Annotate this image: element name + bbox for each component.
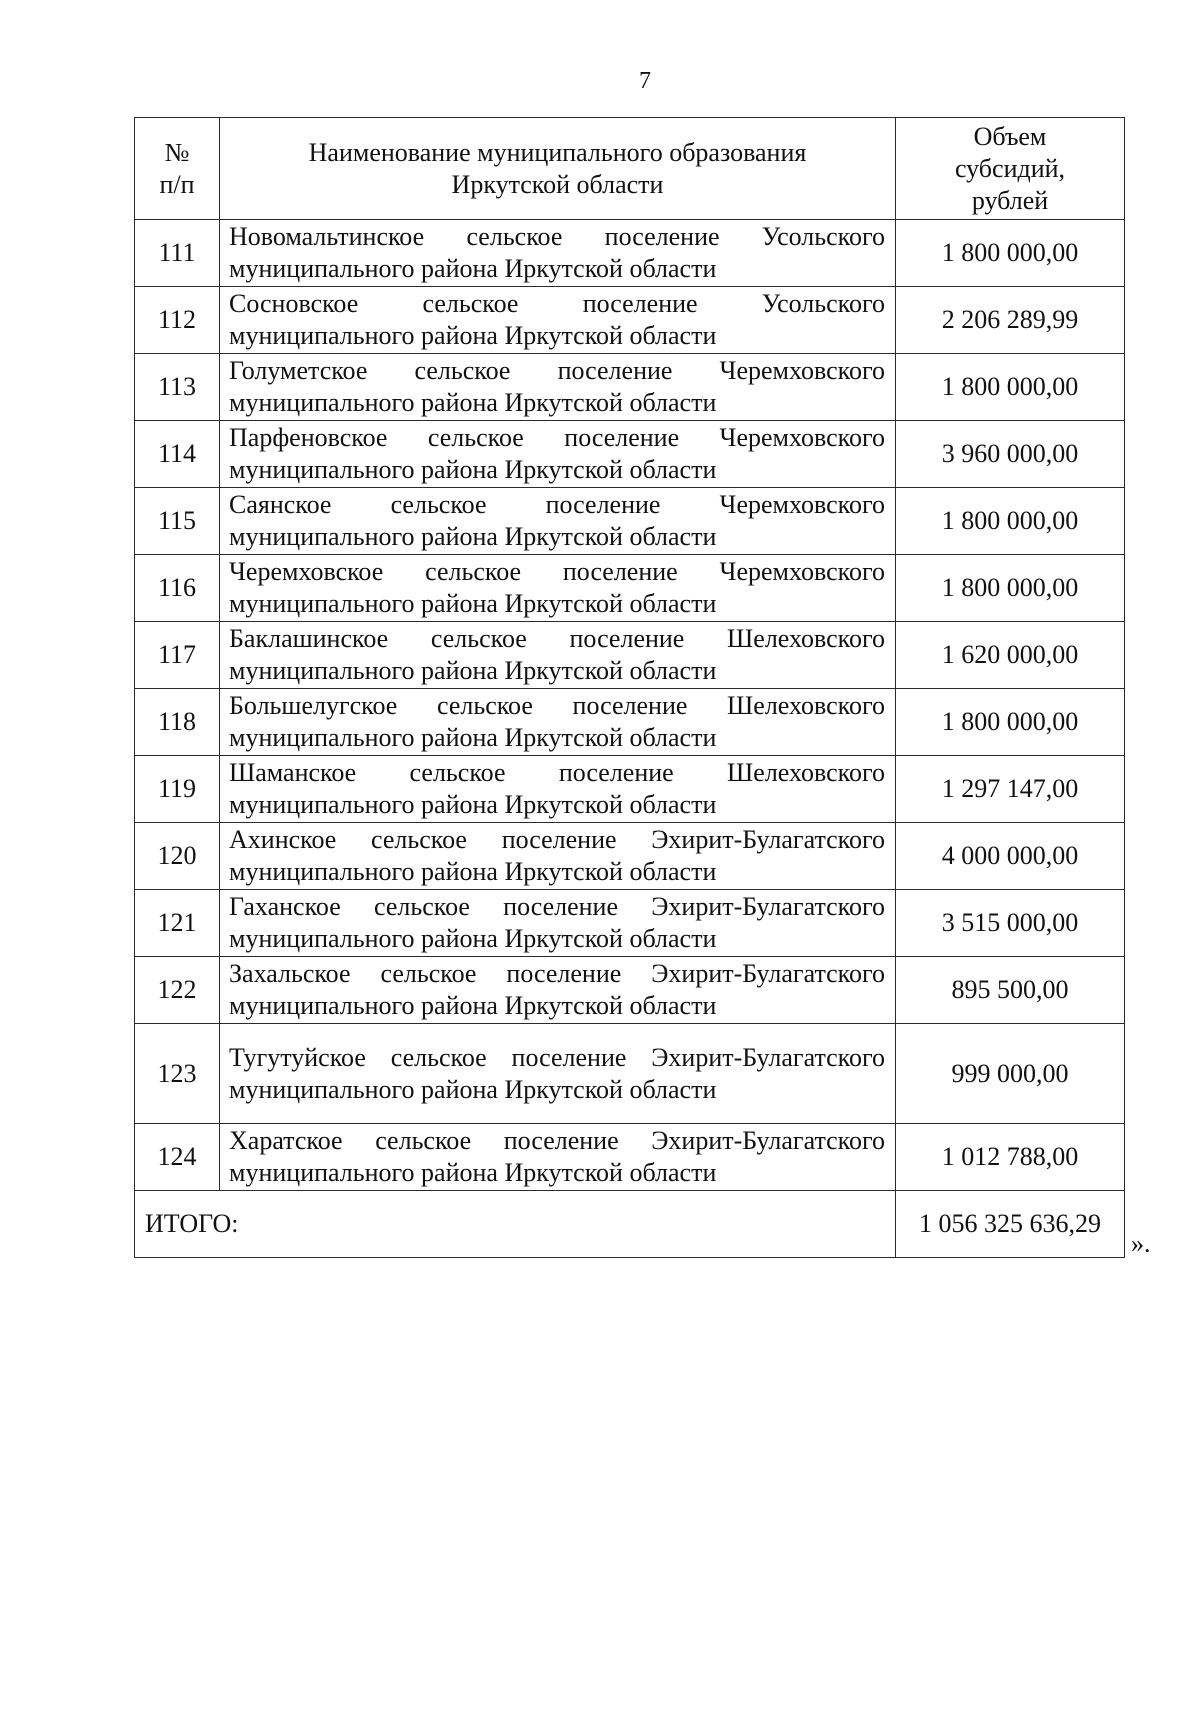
municipality-name: Саянское сельское поселение Черемховского муниципального района Иркутской области: [220, 488, 896, 555]
row-number: 113: [135, 354, 220, 421]
subsidy-amount: 1 800 000,00: [896, 488, 1125, 555]
municipality-name: Сосновское сельское поселение Усольского муниципального района Иркутской области: [220, 287, 896, 354]
header-number: [135, 118, 220, 220]
table-row: [135, 287, 1125, 354]
subsidy-amount: 3 960 000,00: [896, 421, 1125, 488]
row-number: 121: [135, 890, 220, 957]
table-row: [135, 421, 1125, 488]
municipality-name: Захальское сельское поселение Эхирит-Булагатского муниципального района Иркутской области: [220, 957, 896, 1024]
municipality-name: Баклашинское сельское поселение Шелеховского муниципального района Иркутской области: [220, 622, 896, 689]
total-amount: 1 056 325 636,29: [896, 1191, 1125, 1258]
row-number: 119: [135, 756, 220, 823]
row-number: 115: [135, 488, 220, 555]
subsidy-table: [134, 117, 1125, 1258]
header-name-label: Наименование муниципального образования Иркутской области: [308, 137, 807, 199]
row-number: 112: [135, 287, 220, 354]
municipality-name: Харатское сельское поселение Эхирит-Булагатского муниципального района Иркутской области: [220, 1124, 896, 1191]
municipality-name: Ахинское сельское поселение Эхирит-Булагатского муниципального района Иркутской области: [220, 823, 896, 890]
subsidy-amount: 1 800 000,00: [896, 220, 1125, 287]
row-number: 122: [135, 957, 220, 1024]
total-label: ИТОГО:: [135, 1191, 896, 1258]
table-row: [135, 555, 1125, 622]
subsidy-amount: 1 620 000,00: [896, 622, 1125, 689]
municipality-name: Большелугское сельское поселение Шелеховского муниципального района Иркутской области: [220, 689, 896, 756]
subsidy-amount: 1 012 788,00: [896, 1124, 1125, 1191]
header-sum-label: Объем субсидий, рублей: [954, 121, 1066, 215]
header-name: [220, 118, 896, 220]
header-number-label: № п/п: [159, 137, 195, 199]
subsidy-amount: 1 800 000,00: [896, 555, 1125, 622]
table-row: [135, 1124, 1125, 1191]
header-sum: [896, 118, 1125, 220]
subsidy-amount: 999 000,00: [896, 1024, 1125, 1124]
subsidy-amount: 1 800 000,00: [896, 354, 1125, 421]
table-row: [135, 354, 1125, 421]
table-row: [135, 622, 1125, 689]
subsidy-amount: 1 800 000,00: [896, 689, 1125, 756]
table-body: [135, 220, 1125, 1258]
table-row: [135, 1024, 1125, 1124]
municipality-name: Гаханское сельское поселение Эхирит-Булагатского муниципального района Иркутской области: [220, 890, 896, 957]
table-row: [135, 957, 1125, 1024]
row-number: 123: [135, 1024, 220, 1124]
table-row: [135, 689, 1125, 756]
row-number: 116: [135, 555, 220, 622]
municipality-name: Голуметское сельское поселение Черемховского муниципального района Иркутской области: [220, 354, 896, 421]
row-number: 114: [135, 421, 220, 488]
subsidy-amount: 4 000 000,00: [896, 823, 1125, 890]
municipality-name: Тугутуйское сельское поселение Эхирит-Булагатского муниципального района Иркутской области: [220, 1024, 896, 1124]
row-number: 120: [135, 823, 220, 890]
table-header-row: [135, 118, 1125, 220]
row-number: 124: [135, 1124, 220, 1191]
table-row: [135, 823, 1125, 890]
closing-quote-mark: ».: [1131, 1229, 1151, 1258]
table-row: [135, 756, 1125, 823]
table-row: [135, 890, 1125, 957]
municipality-name: Новомальтинское сельское поселение Усольского муниципального района Иркутской области: [220, 220, 896, 287]
row-number: 111: [135, 220, 220, 287]
municipality-name: Шаманское сельское поселение Шелеховского муниципального района Иркутской области: [220, 756, 896, 823]
municipality-name: Черемховское сельское поселение Черемховского муниципального района Иркутской области: [220, 555, 896, 622]
subsidy-amount: 1 297 147,00: [896, 756, 1125, 823]
row-number: 117: [135, 622, 220, 689]
page-number: 7: [639, 68, 651, 94]
subsidy-amount: 895 500,00: [896, 957, 1125, 1024]
row-number: 118: [135, 689, 220, 756]
subsidy-amount: 3 515 000,00: [896, 890, 1125, 957]
subsidy-amount: 2 206 289,99: [896, 287, 1125, 354]
total-row: [135, 1191, 1125, 1258]
municipality-name: Парфеновское сельское поселение Черемховского муниципального района Иркутской области: [220, 421, 896, 488]
table-row: [135, 488, 1125, 555]
table-row: [135, 220, 1125, 287]
